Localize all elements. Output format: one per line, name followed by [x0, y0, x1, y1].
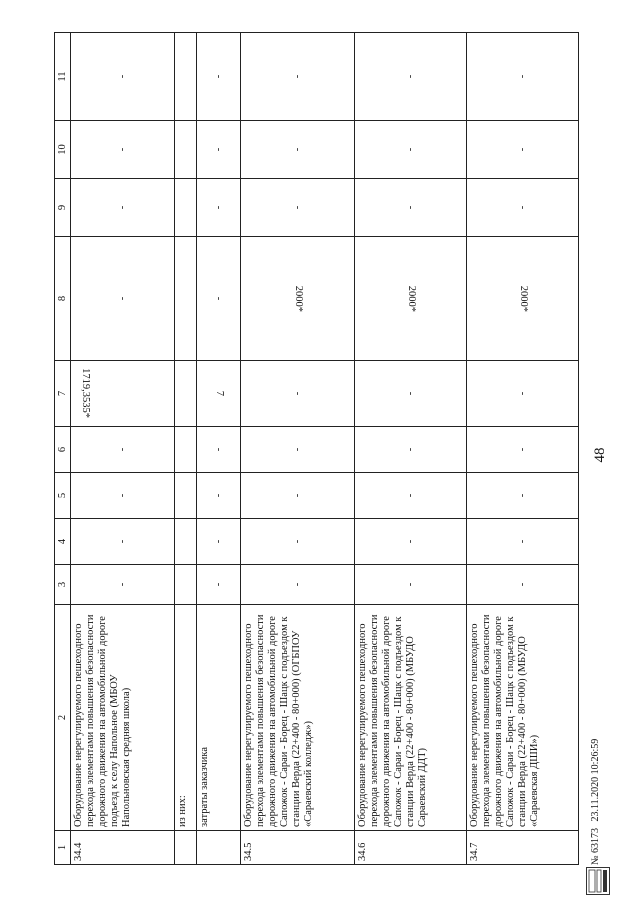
cell-col4: -	[355, 519, 467, 565]
col-header-2: 2	[55, 605, 71, 831]
footer-stamp	[590, 739, 601, 865]
cell-col5	[175, 473, 197, 519]
cell-col5: -	[355, 473, 467, 519]
budget-table	[54, 32, 579, 865]
cell-col9: -	[467, 179, 579, 237]
cell-col4: -	[71, 519, 175, 565]
cell-col7	[71, 361, 175, 427]
row-number: 34.5	[241, 831, 355, 865]
cell-col7: -	[241, 361, 355, 427]
cell-col5: -	[71, 473, 175, 519]
cell-col7-value: 7	[213, 390, 225, 397]
col-header-1: 1	[55, 831, 71, 865]
cell-col6: -	[241, 427, 355, 473]
header-row	[55, 33, 71, 865]
row-description: из них:	[175, 605, 197, 831]
cell-col6: -	[197, 427, 241, 473]
cell-col8	[467, 237, 579, 361]
cell-col6	[175, 427, 197, 473]
cell-col4: -	[467, 519, 579, 565]
cell-col9: -	[197, 179, 241, 237]
footer-timestamp: 23.11.2020 10:26:59	[590, 738, 601, 822]
cell-col7	[197, 361, 241, 427]
cell-col5: -	[241, 473, 355, 519]
col-header-4: 4	[55, 519, 71, 565]
row-number: 34.4	[71, 831, 175, 865]
col-header-7: 7	[55, 361, 71, 427]
table-row	[355, 33, 467, 865]
cell-col10: -	[197, 121, 241, 179]
cell-col11: -	[467, 33, 579, 121]
page-number: 48	[592, 447, 608, 463]
cell-col10: -	[467, 121, 579, 179]
cell-col9: -	[71, 179, 175, 237]
table-row	[241, 33, 355, 865]
cell-col7-value: 1719,3535*	[80, 368, 91, 419]
cell-col11: -	[197, 33, 241, 121]
cell-col8-value: 2000*	[405, 285, 417, 312]
cell-col3: -	[241, 565, 355, 605]
cell-col3: -	[355, 565, 467, 605]
cell-col8	[241, 237, 355, 361]
row-number	[175, 831, 197, 865]
cell-col3	[175, 565, 197, 605]
cell-col8	[175, 237, 197, 361]
row-description: Оборудование нерегулируемого пешеходного перехода элементами повышения безопасности дорожного движения на автомобильной дороге Сапожок - Сараи - Борец - Шацк с подъездом к станции Верда (22+400 - 80+000) (ОГБПОУ «Сараевский колледж»)	[241, 605, 355, 831]
cell-col3: -	[71, 565, 175, 605]
cell-col10: -	[71, 121, 175, 179]
cell-col8: -	[71, 237, 175, 361]
cell-col9	[175, 179, 197, 237]
row-description: Оборудование нерегулируемого пешеходного перехода элементами повышения безопасности дорожного движения на автомобильной дороге подъезд к селу Напольное (МБОУ Напольновская средняя школа)	[71, 605, 175, 831]
cell-col8-value: 2000*	[292, 285, 304, 312]
cell-col11: -	[355, 33, 467, 121]
table-row	[197, 33, 241, 865]
cell-col10: -	[241, 121, 355, 179]
footer-doc-ref: № 63173	[590, 827, 601, 865]
cell-col8	[355, 237, 467, 361]
row-description: Оборудование нерегулируемого пешеходного перехода элементами повышения безопасности дорожного движения на автомобильной дороге Сапожок - Сараи - Борец - Шацк с подъездом к станции Верда (22+400 - 80+000) (МБУДО Сараевский ДДТ)	[355, 605, 467, 831]
col-header-11: 11	[55, 33, 71, 121]
cell-col6: -	[467, 427, 579, 473]
cell-col4	[175, 519, 197, 565]
cell-col7	[175, 361, 197, 427]
row-description: Оборудование нерегулируемого пешеходного перехода элементами повышения безопасности дорожного движения на автомобильной дороге Сапожок - Сараи - Борец - Шацк с подъездом к станции Верда (22+400 - 80+000) (МБУДО «Сараевская ДШИ»)	[467, 605, 579, 831]
cell-col7: -	[355, 361, 467, 427]
cell-col7: -	[467, 361, 579, 427]
cell-col4: -	[241, 519, 355, 565]
table-row	[175, 33, 197, 865]
row-description: затраты заказчика	[197, 605, 241, 831]
document-seal-icon	[586, 867, 610, 895]
row-number: 34.6	[355, 831, 467, 865]
col-header-5: 5	[55, 473, 71, 519]
cell-col11: -	[71, 33, 175, 121]
row-number	[197, 831, 241, 865]
scan-artifact	[12, 13, 52, 25]
cell-col8-value: 2000*	[517, 285, 529, 312]
cell-col5: -	[467, 473, 579, 519]
document-seal-icon-graphic	[587, 868, 609, 894]
row-number: 34.7	[467, 831, 579, 865]
col-header-3: 3	[55, 565, 71, 605]
col-header-8: 8	[55, 237, 71, 361]
cell-col8: -	[197, 237, 241, 361]
col-header-10: 10	[55, 121, 71, 179]
cell-col11	[175, 33, 197, 121]
cell-col6: -	[71, 427, 175, 473]
cell-col9: -	[241, 179, 355, 237]
cell-col3: -	[467, 565, 579, 605]
col-header-6: 6	[55, 427, 71, 473]
cell-col4: -	[197, 519, 241, 565]
table-row	[71, 33, 175, 865]
cell-col5: -	[197, 473, 241, 519]
col-header-9: 9	[55, 179, 71, 237]
cell-col9: -	[355, 179, 467, 237]
cell-col11: -	[241, 33, 355, 121]
cell-col10	[175, 121, 197, 179]
table-row	[467, 33, 579, 865]
cell-col10: -	[355, 121, 467, 179]
cell-col3: -	[197, 565, 241, 605]
cell-col6: -	[355, 427, 467, 473]
